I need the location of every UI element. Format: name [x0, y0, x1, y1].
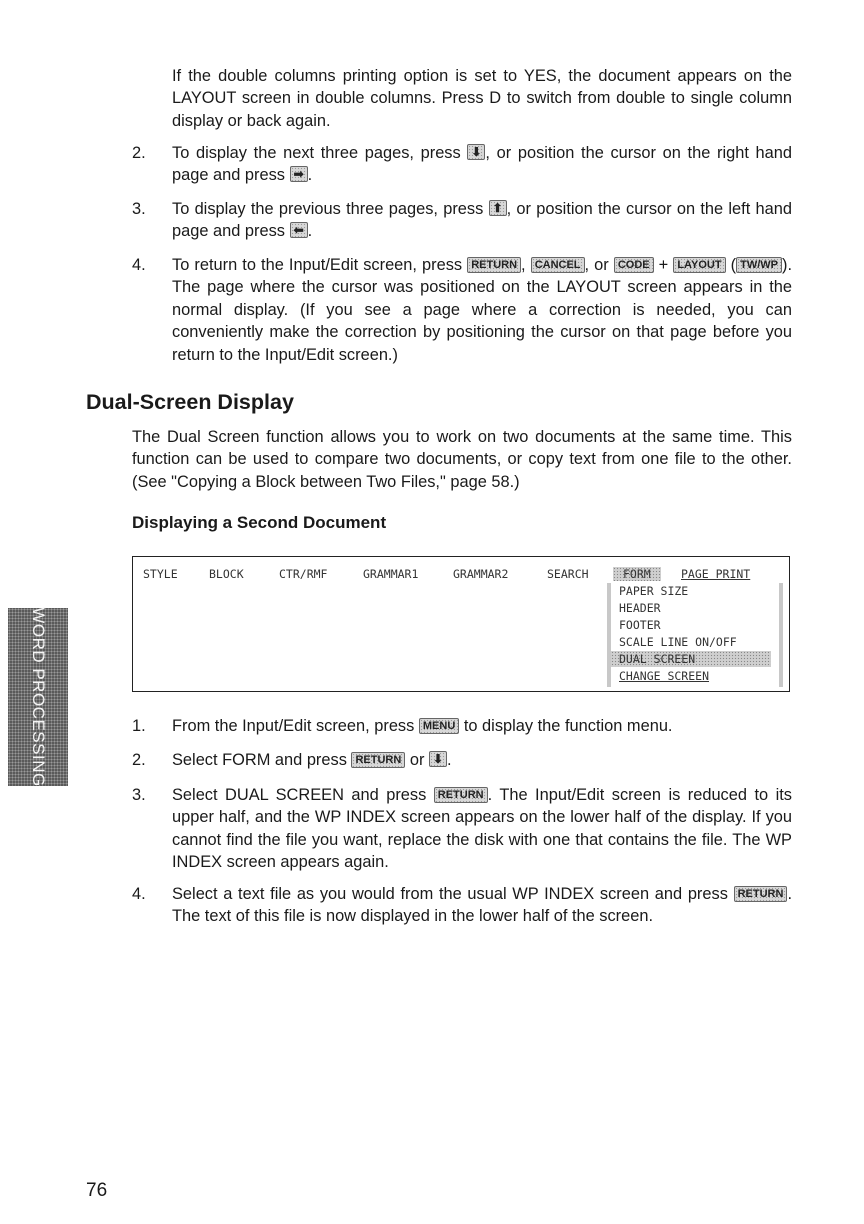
dropdown-item-scale-line[interactable]: SCALE LINE ON/OFF: [619, 635, 737, 649]
dropdown-item-change-screen[interactable]: CHANGE SCREEN: [619, 669, 710, 683]
step-2-next-pages: [172, 142, 792, 187]
step-text: Select DUAL SCREEN and press: [172, 786, 434, 804]
dual-step-3: [172, 784, 792, 874]
menu-key-icon: MENU: [419, 718, 459, 734]
code-key-icon: CODE: [614, 257, 654, 273]
layout-key-icon: LAYOUT: [673, 257, 725, 273]
step-text: , or: [584, 256, 614, 274]
step-text: To return to the Input/Edit screen, press: [172, 256, 468, 274]
step-text: .: [447, 751, 452, 769]
return-key-icon: RETURN: [467, 257, 521, 273]
step-number: 3.: [132, 200, 146, 218]
step-number: 2.: [132, 751, 146, 769]
down-arrow-key-icon: ⬇: [429, 751, 447, 767]
cancel-key-icon: CANCEL: [531, 257, 585, 273]
menu-item-ctr-rmf[interactable]: CTR/RMF: [279, 567, 328, 581]
step-text: Select FORM and press: [172, 751, 352, 769]
step-text: Select a text file as you would from the usual WP INDEX screen and press: [172, 885, 734, 903]
chapter-side-tab: [8, 608, 68, 786]
menu-item-page-print[interactable]: PAGE PRINT: [681, 567, 751, 581]
up-arrow-key-icon: ⬆: [489, 200, 507, 216]
form-dropdown-menu: [607, 583, 783, 687]
step-text: (: [725, 256, 737, 274]
return-key-icon: RETURN: [734, 886, 788, 902]
step-text: .: [307, 166, 313, 185]
dual-step-1: [172, 715, 792, 737]
menu-item-grammar2[interactable]: GRAMMAR2: [453, 567, 509, 581]
step-text: ,: [521, 256, 531, 274]
dropdown-item-dual-screen[interactable]: DUAL SCREEN: [611, 651, 771, 667]
section-body: The Dual Screen function allows you to work on two documents at the same time. This function can be used to compare two documents, or copy text from one file to the other. (See "Copying a Block between Two Files," page 58.): [132, 428, 792, 491]
step-text: . The text of this file is now displayed in the lower half of the screen.: [172, 885, 792, 926]
step-number: 3.: [132, 786, 146, 804]
menu-item-block[interactable]: BLOCK: [209, 567, 244, 581]
right-arrow-key-icon: ➡: [290, 166, 308, 182]
dual-step-2: [172, 749, 792, 771]
step-text: To display the next three pages, press: [172, 144, 468, 162]
step-text: , or position the cursor on the left hand page and press: [172, 200, 792, 241]
return-key-icon: RETURN: [351, 752, 405, 768]
menu-item-style[interactable]: STYLE: [143, 567, 178, 581]
dropdown-item-header[interactable]: HEADER: [619, 601, 661, 615]
step-text: ). The page where the cursor was positioned on the LAYOUT screen appears in the normal display. (If you see a page where a correction is needed, you can conveniently make the correction by positioning the cursor on that page before you return to the Input/Edit screen.): [172, 256, 792, 364]
page-number: 76: [86, 1180, 108, 1201]
left-arrow-key-icon: ⬅: [290, 222, 308, 238]
step-text: .: [307, 222, 313, 241]
step-text: or: [405, 751, 429, 769]
step-text: +: [653, 256, 674, 274]
dropdown-item-footer[interactable]: FOOTER: [619, 618, 661, 632]
step-text: to display the function menu.: [459, 717, 673, 735]
dual-step-4: [172, 883, 792, 928]
function-menu-screen: [132, 556, 790, 692]
section-heading: Dual-Screen Display: [86, 390, 294, 414]
step-number: 4.: [132, 256, 146, 274]
step-text: . The Input/Edit screen is reduced to its upper half, and the WP INDEX screen appears on the lower half of the display. If you cannot find the file you want, replace the disk with one that contains the file. The WP INDEX screen appears again.: [172, 786, 792, 872]
intro-paragraph: If the double columns printing option is set to YES, the document appears on the LAYOUT screen in double columns. Press D to switch from double to single column display or back again.: [172, 67, 792, 130]
subsection-heading: Displaying a Second Document: [132, 513, 387, 532]
return-key-icon: RETURN: [434, 787, 488, 803]
step-3-previous-pages: [172, 198, 792, 243]
step-number: 4.: [132, 885, 146, 903]
step-text: To display the previous three pages, press: [172, 200, 489, 218]
menu-item-form[interactable]: FORM: [613, 567, 661, 581]
menu-item-search[interactable]: SEARCH: [547, 567, 589, 581]
step-text: , or position the cursor on the right hand page and press: [172, 144, 792, 185]
step-number: 1.: [132, 717, 146, 735]
tw-wp-key-icon: TW/WP: [736, 257, 782, 273]
step-number: 2.: [132, 144, 146, 162]
step-4-return: [172, 254, 792, 366]
dropdown-item-paper-size[interactable]: PAPER SIZE: [619, 584, 689, 598]
step-text: From the Input/Edit screen, press: [172, 717, 419, 735]
menu-item-grammar1[interactable]: GRAMMAR1: [363, 567, 419, 581]
down-arrow-key-icon: ⬇: [467, 144, 485, 160]
chapter-tab-label: WORD PROCESSING: [29, 607, 48, 787]
